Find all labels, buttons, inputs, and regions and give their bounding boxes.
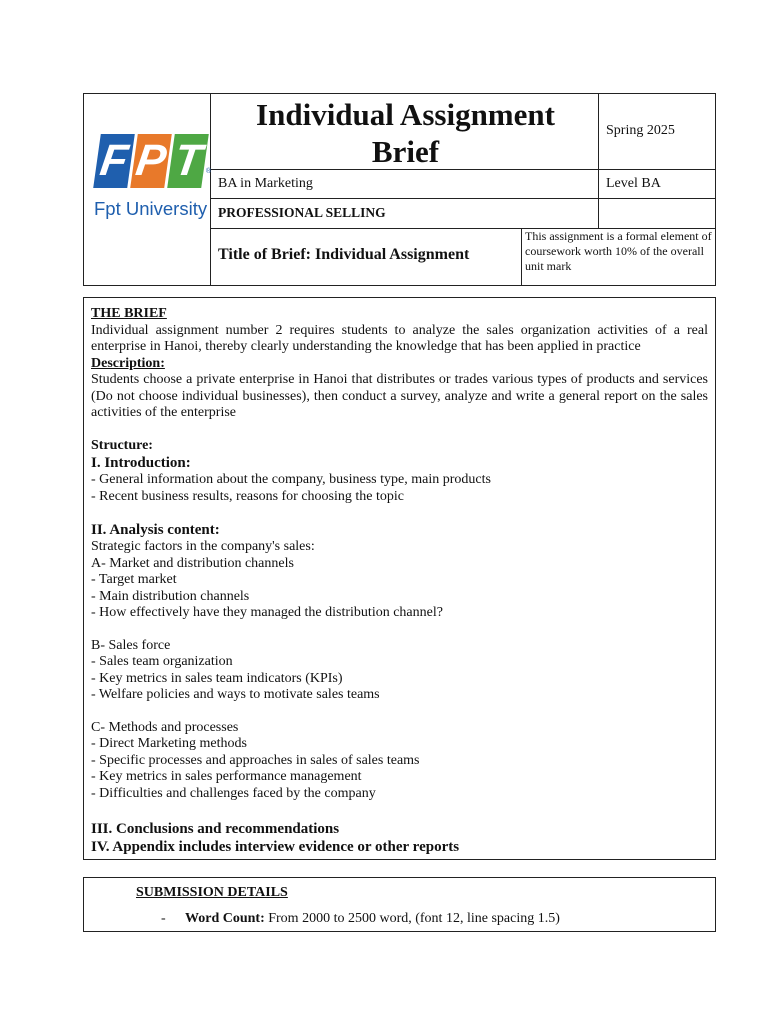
course-name: PROFESSIONAL SELLING: [218, 205, 386, 220]
group-a-heading: A- Market and distribution channels: [91, 555, 294, 571]
title-line-2: Brief: [371, 134, 440, 169]
logo-tile-p: P: [130, 134, 172, 188]
section-2-heading: II. Analysis content:: [91, 522, 220, 538]
title-line-1: Individual Assignment: [256, 97, 555, 132]
group-b-heading: B- Sales force: [91, 637, 171, 653]
term-label: Spring 2025: [606, 123, 675, 138]
university-name: Fpt University: [94, 198, 208, 219]
list-item: - Difficulties and challenges faced by the company: [91, 785, 376, 801]
list-item: - How effectively have they managed the distribution channel?: [91, 605, 443, 620]
logo-tile-f: F: [93, 134, 135, 188]
brief-heading: THE BRIEF: [91, 306, 167, 321]
structure-heading: Structure:: [91, 437, 153, 453]
list-item: - Direct Marketing methods: [91, 736, 247, 751]
brief-title: Title of Brief: Individual Assignment: [218, 246, 470, 263]
logo-registered-mark: ®: [206, 168, 212, 175]
brief-intro: Individual assignment number 2 requires students to analyze the sales organization activities of a real enterprise in Hanoi, thereby clearly understanding the knowledge that has been applied in practice: [91, 322, 708, 354]
header-table: [83, 93, 716, 286]
submission-section: [83, 877, 716, 932]
level-label: Level BA: [606, 176, 661, 191]
description-heading: Description:: [91, 355, 165, 371]
section-4-heading: IV. Appendix includes interview evidence or other reports: [91, 839, 460, 855]
weight-note: This assignment is a formal element of coursework worth 10% of the overall unit mark: [525, 229, 712, 273]
word-count-line: [185, 911, 560, 927]
logo-tile-t: T: [167, 134, 209, 188]
section-2-intro: Strategic factors in the company's sales:: [91, 539, 315, 554]
word-count-value: From 2000 to 2500 word, (font 12, line spacing 1.5): [264, 911, 560, 926]
list-item: - Target market: [91, 572, 177, 587]
bullet-dash: -: [161, 911, 166, 926]
submission-heading: SUBMISSION DETAILS: [136, 885, 288, 900]
list-item: - Recent business results, reasons for choosing the topic: [91, 488, 404, 504]
list-item: - Key metrics in sales performance management: [91, 769, 362, 784]
page-title: [212, 94, 599, 171]
word-count-label: Word Count:: [185, 911, 265, 926]
brief-section: [83, 297, 716, 860]
list-item: - Welfare policies and ways to motivate sales teams: [91, 687, 380, 702]
list-item: - Specific processes and approaches in sales of sales teams: [91, 752, 420, 768]
description-text: Students choose a private enterprise in Hanoi that distributes or trades various types of products and services (Do not choose individual businesses), then conduct a survey, analyze and write a general report on the sales activities of the enterprise: [91, 372, 708, 420]
section-3-heading: III. Conclusions and recommendations: [91, 821, 340, 837]
list-item: - General information about the company, business type, main products: [91, 472, 491, 487]
list-item: - Main distribution channels: [91, 588, 250, 604]
group-c-heading: C- Methods and processes: [91, 719, 239, 735]
list-item: - Sales team organization: [91, 654, 233, 669]
list-item: - Key metrics in sales team indicators (KPIs): [91, 670, 343, 686]
program-label: BA in Marketing: [218, 176, 313, 191]
section-1-heading: I. Introduction:: [91, 455, 191, 471]
